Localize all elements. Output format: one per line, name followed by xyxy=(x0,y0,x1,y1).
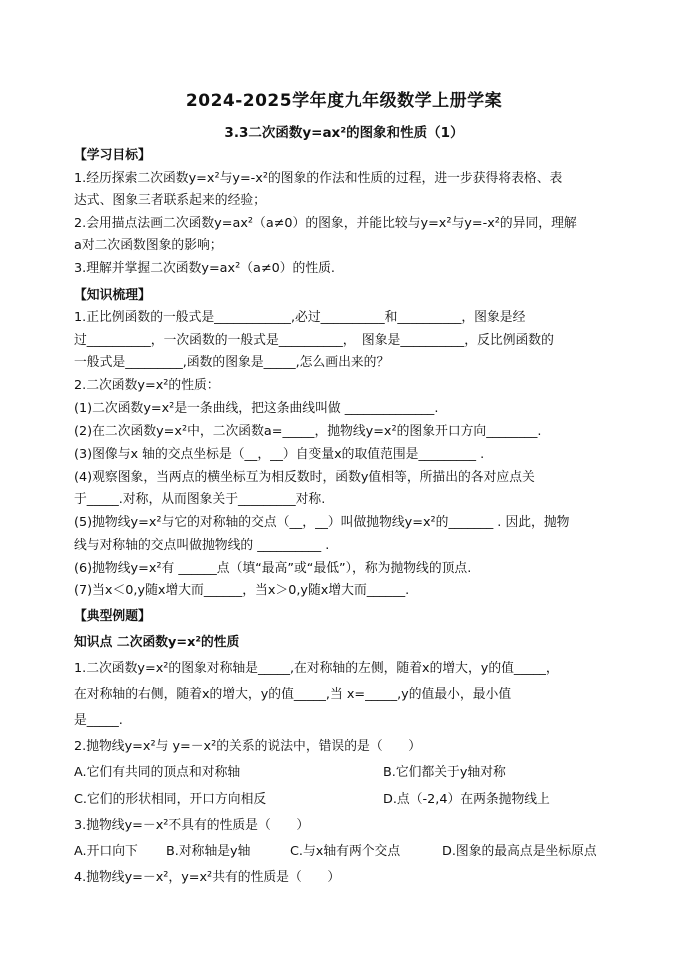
review-line: 过__________，一次函数的一般式是__________， 图象是__________，反比例函数的 xyxy=(74,333,554,348)
review-line: (3)图像与x 轴的交点坐标是（__，__）自变量x的取值范围是_________ . xyxy=(74,447,485,462)
question-1-line: 在对称轴的右侧，随着x的增大，y的值_____,当 x=_____,y的值最小，最小值 xyxy=(74,687,512,702)
question-1-line: 1.二次函数y=x²的图象对称轴是_____,在对称轴的左侧，随着x的增大，y的值_____， xyxy=(74,661,559,676)
objective-line: 1.经历探索二次函数y=x²与y=-x²的图象的作法和性质的过程，进一步获得将表格、表 xyxy=(74,171,563,186)
question-3-option-d: D.图象的最高点是坐标原点 xyxy=(442,844,597,859)
question-2-stem: 2.抛物线y=x²与 y=－x²的关系的说法中，错误的是（ ） xyxy=(74,739,422,754)
question-1-line: 是_____. xyxy=(74,713,123,728)
review-line: (1)二次函数y=x²是一条曲线，把这条曲线叫做 ______________. xyxy=(74,401,439,416)
question-4-stem: 4.抛物线y=－x²，y=x²共有的性质是（ ） xyxy=(74,870,341,885)
question-2-option-d: D.点（-2,4）在两条抛物线上 xyxy=(383,792,550,807)
review-heading: 【知识梳理】 xyxy=(74,288,151,303)
review-line: (4)观察图象，当两点的横坐标互为相反数时，函数y值相等，所描出的各对应点关 xyxy=(74,470,535,485)
objective-line: 达式、图象三者联系起来的经验； xyxy=(74,193,266,208)
question-3-option-b: B.对称轴是y轴 xyxy=(166,844,251,859)
objective-line: a对二次函数图象的影响； xyxy=(74,238,223,253)
review-line: 一般式是_________,函数的图象是_____,怎么画出来的？ xyxy=(74,355,390,370)
question-3-stem: 3.抛物线y=－x²不具有的性质是（ ） xyxy=(74,818,310,833)
question-3-option-c: C.与x轴有两个交点 xyxy=(290,844,401,859)
question-2-option-c: C.它们的形状相同，开口方向相反 xyxy=(74,792,267,807)
review-line: 线与对称轴的交点叫做抛物线的 __________ . xyxy=(74,538,330,553)
page-title: 2024-2025学年度九年级数学上册学案 xyxy=(185,91,503,111)
review-line: (5)抛物线y=x²与它的对称轴的交点（__，__）叫做抛物线y=x²的_______ . 因此，抛物 xyxy=(74,515,570,530)
page-subtitle: 3.3二次函数y=ax²的图象和性质（1） xyxy=(224,125,464,141)
objective-line: 3.理解并掌握二次函数y=ax²（a≠0）的性质. xyxy=(74,261,335,276)
objective-line: 2.会用描点法画二次函数y=ax²（a≠0）的图象，并能比较与y=x²与y=-x²的异同，理解 xyxy=(74,216,577,231)
objectives-heading: 【学习目标】 xyxy=(74,148,151,163)
review-line: (2)在二次函数y=x²中，二次函数a=_____，抛物线y=x²的图象开口方向________. xyxy=(74,424,542,439)
review-line: (7)当x＜0,y随x增大而______，当x＞0,y随x增大而______. xyxy=(74,583,410,598)
knowledge-point-label: 知识点 二次函数y=x²的性质 xyxy=(74,635,240,650)
question-2-option-b: B.它们都关于y轴对称 xyxy=(383,765,506,780)
review-line: 1.正比例函数的一般式是____________,必过__________和__________，图象是经 xyxy=(74,310,526,325)
review-line: 于_____.对称，从而图象关于_________对称. xyxy=(74,492,326,507)
question-3-option-a: A.开口向下 xyxy=(74,844,138,859)
question-2-option-a: A.它们有共同的顶点和对称轴 xyxy=(74,765,241,780)
review-line: 2.二次函数y=x²的性质： xyxy=(74,378,220,393)
review-line: (6)抛物线y=x²有 ______点（填“最高”或“最低”），称为抛物线的顶点. xyxy=(74,561,472,576)
examples-heading: 【典型例题】 xyxy=(74,609,151,624)
